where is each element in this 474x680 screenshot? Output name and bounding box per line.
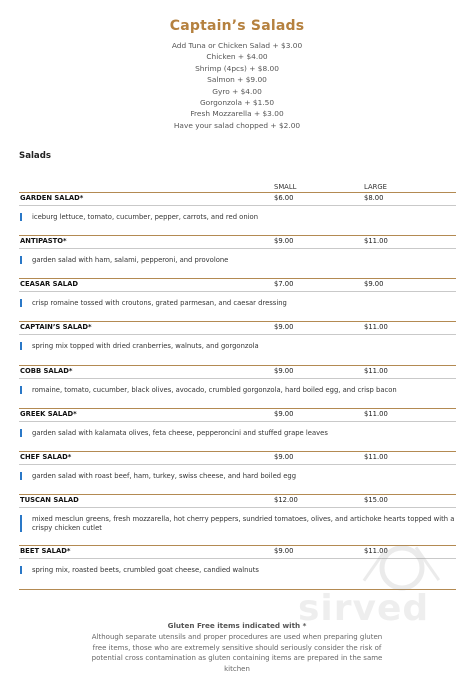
section-title: Salads	[19, 151, 51, 161]
menu-item-chef-salad	[19, 451, 456, 481]
item-name: GARDEN SALAD*	[20, 194, 84, 202]
price-small: $12.00	[274, 496, 298, 504]
menu-item-antipasto	[19, 235, 456, 265]
item-description	[19, 213, 456, 222]
gluten-free-text: Although separate utensils and proper procedures are used when preparing gluten free items, those who are extremely sensitive should seriously consider the risk of potential cross contamination as gluten containing items are prepared in the same kitchen	[91, 633, 383, 673]
price-large: $11.00	[364, 547, 388, 555]
addon-item: Add Tuna or Chicken Salad + $3.00	[171, 41, 303, 50]
price-small: $9.00	[274, 323, 294, 331]
item-row	[19, 278, 456, 292]
description-marker	[20, 213, 22, 221]
column-header-large: LARGE	[364, 183, 387, 191]
sirved-watermark	[290, 540, 450, 630]
item-description	[19, 386, 456, 395]
price-small: $9.00	[274, 237, 294, 245]
gluten-free-title: Gluten Free items indicated with *	[167, 621, 307, 630]
item-row	[19, 494, 456, 508]
price-small: $6.00	[274, 194, 294, 202]
menu-item-captains-salad	[19, 321, 456, 351]
item-description	[19, 299, 456, 308]
price-large: $15.00	[364, 496, 388, 504]
price-small: $9.00	[274, 547, 294, 555]
item-name: BEET SALAD*	[20, 547, 71, 555]
menu-item-garden-salad	[19, 192, 456, 222]
item-name: COBB SALAD*	[20, 367, 73, 375]
description-marker	[20, 342, 22, 350]
item-name: CHEF SALAD*	[20, 453, 72, 461]
item-row	[19, 365, 456, 379]
item-row	[19, 235, 456, 249]
column-header-small: SMALL	[274, 183, 297, 191]
page-title: Captain’s Salads	[169, 18, 305, 34]
menu-item-ceasar-salad	[19, 278, 456, 308]
description-text: crisp romaine tossed with croutons, grated parmesan, and caesar dressing	[32, 299, 287, 307]
description-marker	[20, 299, 22, 307]
description-marker	[20, 256, 22, 264]
price-large: $11.00	[364, 323, 388, 331]
description-text: spring mix, roasted beets, crumbled goat cheese, candied walnuts	[32, 566, 259, 574]
item-row	[19, 408, 456, 422]
description-text: garden salad with roast beef, ham, turkey, swiss cheese, and hard boiled egg	[32, 472, 297, 480]
price-small: $7.00	[274, 280, 294, 288]
price-small: $9.00	[274, 367, 294, 375]
item-row	[19, 192, 456, 206]
addon-item: Chicken + $4.00	[206, 52, 268, 62]
description-text: romaine, tomato, cucumber, black olives, avocado, crumbled gorgonzola, hard boiled egg, and crisp bacon	[32, 386, 397, 394]
description-marker	[20, 515, 22, 532]
menu-item-cobb-salad	[19, 365, 456, 395]
item-name: CAPTAIN’S SALAD*	[20, 323, 92, 331]
price-large: $11.00	[364, 453, 388, 461]
menu-item-tuscan-salad	[19, 494, 456, 533]
item-description	[19, 256, 456, 265]
menu-item-greek-salad	[19, 408, 456, 438]
item-description	[19, 472, 456, 481]
description-marker	[20, 429, 22, 437]
description-text: garden salad with kalamata olives, feta cheese, pepperoncini and stuffed grape leaves	[32, 429, 328, 437]
addon-item: Gyro + $4.00	[212, 86, 262, 96]
price-large: $11.00	[364, 410, 388, 418]
price-large: $11.00	[364, 367, 388, 375]
item-name: ANTIPASTO*	[20, 237, 67, 245]
description-marker	[20, 386, 22, 394]
item-name: CEASAR SALAD	[20, 280, 79, 288]
description-marker	[20, 566, 22, 574]
gluten-free-note	[0, 621, 474, 674]
price-small: $9.00	[274, 453, 294, 461]
price-large: $8.00	[364, 194, 384, 202]
addon-item: Salmon + $9.00	[207, 75, 267, 85]
item-row	[19, 321, 456, 335]
addon-item: Gorgonzola + $1.50	[199, 98, 275, 108]
item-description	[19, 429, 456, 438]
description-text: spring mix topped with dried cranberries, walnuts, and gorgonzola	[32, 342, 259, 350]
description-text: mixed mesclun greens, fresh mozzarella, hot cherry peppers, sundried tomatoes, olives, and artichoke hearts topped with a crispy chicken cutlet	[32, 515, 455, 532]
item-row	[19, 451, 456, 465]
item-description	[19, 342, 456, 351]
item-name: TUSCAN SALAD	[20, 496, 79, 504]
item-description	[19, 515, 456, 533]
description-text: garden salad with ham, salami, pepperoni, and provolone	[32, 256, 229, 264]
description-text: iceburg lettuce, tomato, cucumber, pepper, carrots, and red onion	[32, 213, 259, 221]
addon-item: Fresh Mozzarella + $3.00	[190, 109, 284, 119]
addon-list	[0, 40, 474, 131]
menu-header	[0, 18, 474, 131]
description-marker	[20, 472, 22, 480]
item-name: GREEK SALAD*	[20, 410, 77, 418]
addon-item: Shrimp (4pcs) + $8.00	[195, 63, 279, 73]
price-large: $11.00	[364, 237, 388, 245]
watermark-text: sirved	[298, 588, 430, 629]
price-large: $9.00	[364, 280, 384, 288]
addon-item: Have your salad chopped + $2.00	[173, 120, 301, 130]
price-small: $9.00	[274, 410, 294, 418]
